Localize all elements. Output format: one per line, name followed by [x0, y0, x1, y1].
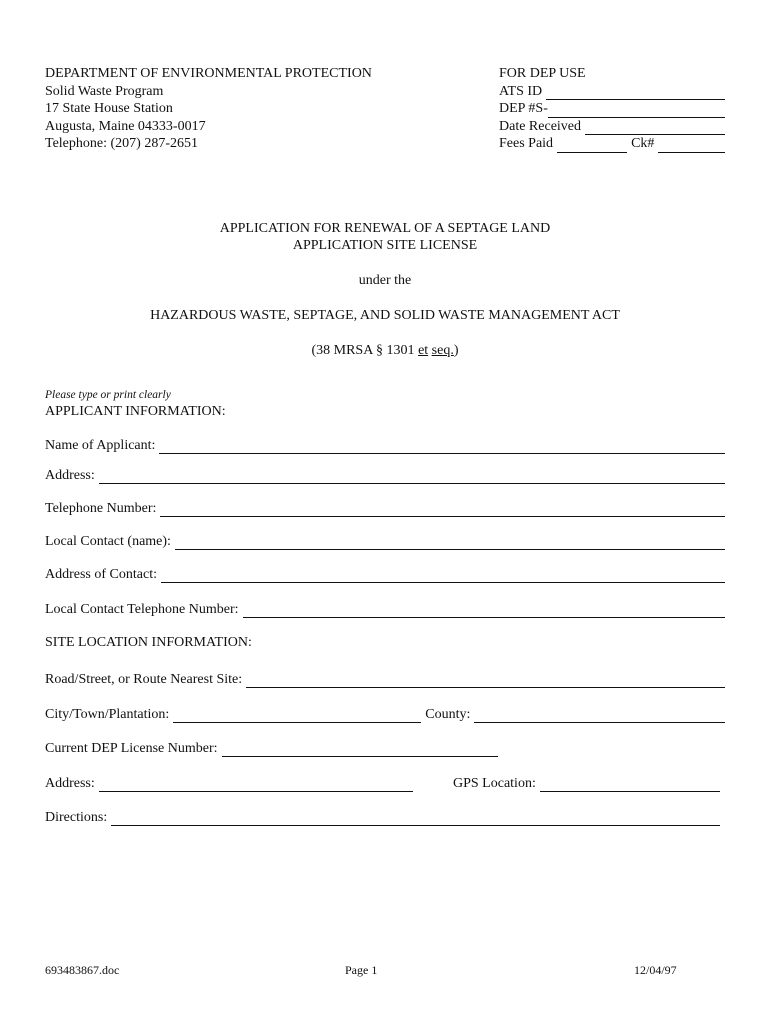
site-location-heading: SITE LOCATION INFORMATION:: [45, 635, 252, 650]
applicant-name-label: Name of Applicant:: [45, 438, 156, 453]
city-county-row: [45, 705, 725, 723]
directions-label: Directions:: [45, 810, 108, 825]
road-row: [45, 670, 725, 688]
applicant-telephone-row: [45, 499, 725, 517]
department-name: DEPARTMENT OF ENVIRONMENTAL PROTECTION: [45, 66, 372, 81]
dep-s-row: [499, 100, 725, 118]
gps-row: [453, 774, 720, 792]
local-contact-label: Local Contact (name):: [45, 534, 171, 549]
license-number-field[interactable]: [222, 744, 499, 757]
print-instruction: Please type or print clearly: [45, 389, 171, 401]
footer-page-number: Page 1: [345, 963, 378, 977]
department-address-block: [45, 65, 372, 153]
ck-field[interactable]: [658, 140, 725, 153]
applicant-telephone-label: Telephone Number:: [45, 501, 157, 516]
fees-paid-label: Fees Paid: [499, 136, 554, 151]
dep-s-field[interactable]: [548, 105, 725, 118]
dep-use-title: FOR DEP USE: [499, 66, 586, 81]
applicant-address-field[interactable]: [99, 471, 725, 484]
footer-date: 12/04/97: [634, 963, 677, 977]
applicant-name-row: [45, 436, 725, 454]
applicant-info-heading: APPLICANT INFORMATION:: [45, 404, 226, 419]
fees-paid-row: [499, 135, 725, 153]
department-telephone: Telephone: (207) 287-2651: [45, 136, 198, 151]
applicant-address-row: [45, 466, 725, 484]
statute-citation: (38 MRSA § 1301 et seq.): [311, 343, 459, 358]
license-number-label: Current DEP License Number:: [45, 741, 218, 756]
dep-use-block: [499, 65, 725, 153]
footer-filename: 693483867.doc: [45, 963, 120, 977]
form-title-line2: APPLICATION SITE LICENSE: [292, 238, 478, 253]
ats-id-field[interactable]: [546, 87, 725, 100]
applicant-telephone-field[interactable]: [160, 504, 725, 517]
city-address: Augusta, Maine 04333-0017: [45, 118, 206, 134]
contact-address-row: [45, 565, 725, 583]
contact-phone-row: [45, 600, 725, 618]
contact-phone-field[interactable]: [243, 605, 725, 618]
contact-phone-label: Local Contact Telephone Number:: [45, 602, 239, 617]
contact-address-field[interactable]: [161, 570, 725, 583]
license-number-row: [45, 739, 498, 757]
form-title-line1: APPLICATION FOR RENEWAL OF A SEPTAGE LAND: [219, 221, 551, 236]
gps-label: GPS Location:: [453, 776, 536, 791]
ats-id-label: ATS ID: [499, 83, 543, 99]
program-name: Solid Waste Program: [45, 83, 164, 99]
gps-field[interactable]: [540, 779, 720, 792]
act-name: HAZARDOUS WASTE, SEPTAGE, AND SOLID WASTE MANAGEMENT ACT: [150, 308, 620, 323]
citation-seq: seq.: [431, 343, 454, 358]
county-label: County:: [425, 707, 471, 722]
city-town-label: City/Town/Plantation:: [45, 707, 170, 722]
ck-label: Ck#: [631, 136, 655, 151]
date-received-row: [499, 118, 725, 136]
site-address-row: [45, 774, 413, 792]
under-the-text: under the: [358, 273, 412, 288]
site-address-label: Address:: [45, 776, 95, 791]
county-field[interactable]: [474, 710, 725, 723]
applicant-name-field[interactable]: [159, 441, 725, 454]
date-received-label: Date Received: [499, 118, 582, 134]
dep-s-label: DEP #S-: [499, 101, 548, 116]
city-town-field[interactable]: [173, 710, 421, 723]
fees-paid-field[interactable]: [557, 140, 627, 153]
station-address: 17 State House Station: [45, 101, 173, 116]
road-label: Road/Street, or Route Nearest Site:: [45, 672, 243, 687]
local-contact-field[interactable]: [175, 537, 725, 550]
site-address-field[interactable]: [99, 779, 413, 792]
directions-field[interactable]: [111, 813, 720, 826]
ats-id-row: [499, 83, 725, 101]
road-field[interactable]: [246, 675, 725, 688]
date-received-field[interactable]: [585, 122, 725, 135]
contact-address-label: Address of Contact:: [45, 567, 157, 582]
local-contact-row: [45, 532, 725, 550]
citation-et: et: [418, 343, 429, 358]
applicant-address-label: Address:: [45, 468, 95, 483]
directions-row: [45, 808, 720, 826]
